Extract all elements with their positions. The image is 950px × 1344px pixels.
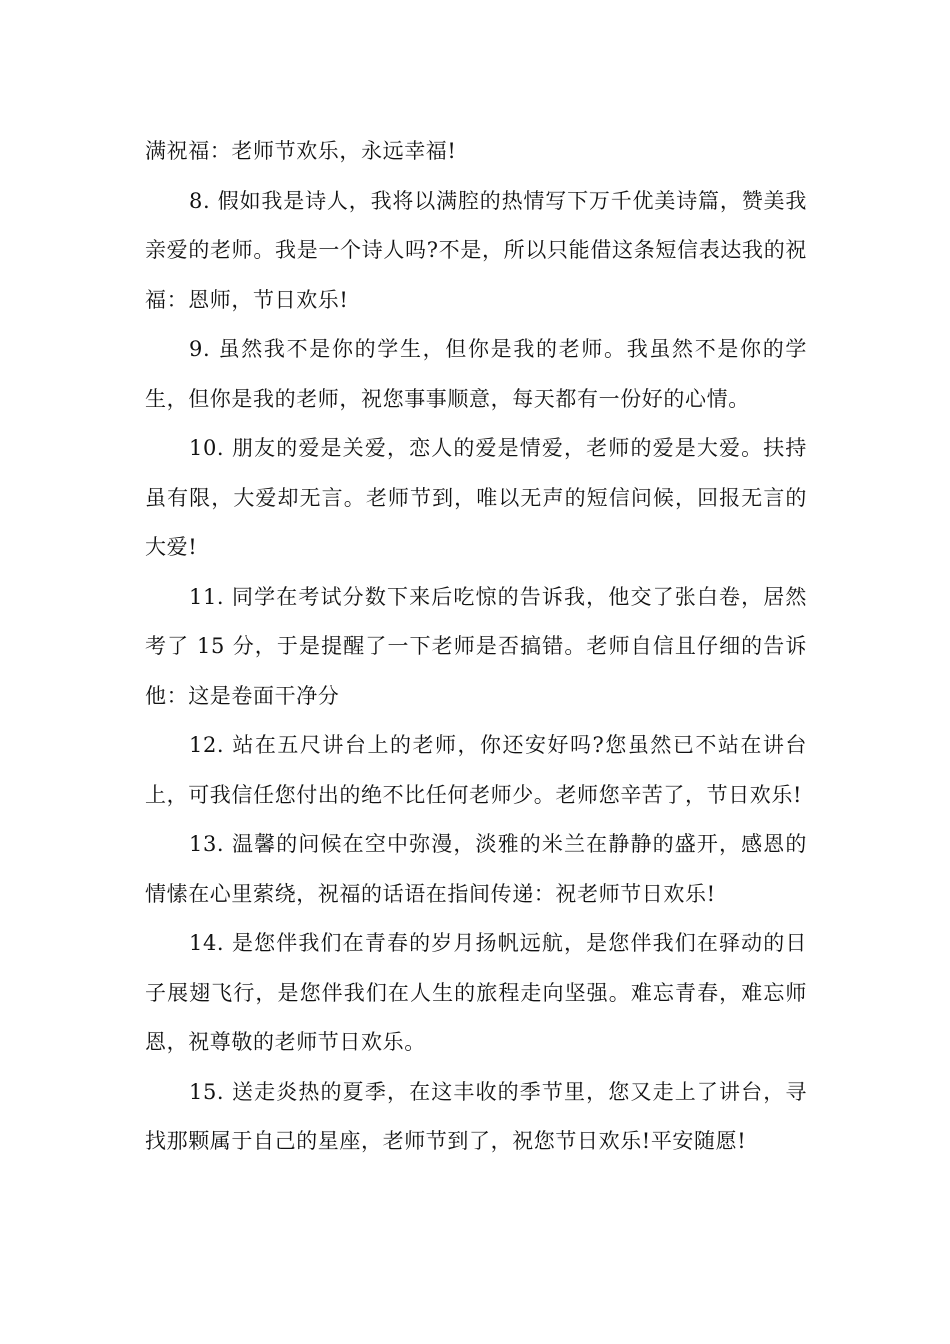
paragraph-10: 10. 朋友的爱是关爱，恋人的爱是情爱，老师的爱是大爱。扶持虽有限，大爱却无言。老师节到，唯以无声的短信问候，回报无言的大爱! <box>145 436 807 559</box>
paragraph-8: 8. 假如我是诗人，我将以满腔的热情写下万千优美诗篇，赞美我亲爱的老师。我是一个诗人吗?不是，所以只能借这条短信表达我的祝福：恩师，节日欢乐! <box>145 188 807 312</box>
paragraph-continuation: 满祝福：老师节欢乐，永远幸福! <box>145 139 457 163</box>
paragraph-12: 12. 站在五尺讲台上的老师，你还安好吗?您虽然已不站在讲台上，可我信任您付出的绝不比任何老师少。老师您辛苦了，节日欢乐! <box>145 733 807 807</box>
paragraph-14: 14. 是您伴我们在青春的岁月扬帆远航，是您伴我们在驿动的日子展翅飞行，是您伴我们在人生的旅程走向坚强。难忘青春，难忘师恩，祝尊敬的老师节日欢乐。 <box>145 931 807 1054</box>
paragraph-13: 13. 温馨的问候在空中弥漫，淡雅的米兰在静静的盛开，感恩的情愫在心里萦绕，祝福的话语在指间传递：祝老师节日欢乐! <box>145 832 807 906</box>
paragraph-11: 11. 同学在考试分数下来后吃惊的告诉我，他交了张白卷，居然考了 15 分，于是提醒了一下老师是否搞错。老师自信且仔细的告诉他：这是卷面干净分 <box>145 584 807 708</box>
document-body <box>145 127 807 1167</box>
paragraph-9: 9. 虽然我不是你的学生，但你是我的老师。我虽然不是你的学生，但你是我的老师，祝您事事顺意，每天都有一份好的心情。 <box>145 337 807 411</box>
paragraph-15: 15. 送走炎热的夏季，在这丰收的季节里，您又走上了讲台，寻找那颗属于自己的星座，老师节到了，祝您节日欢乐!平安随愿! <box>145 1079 807 1153</box>
